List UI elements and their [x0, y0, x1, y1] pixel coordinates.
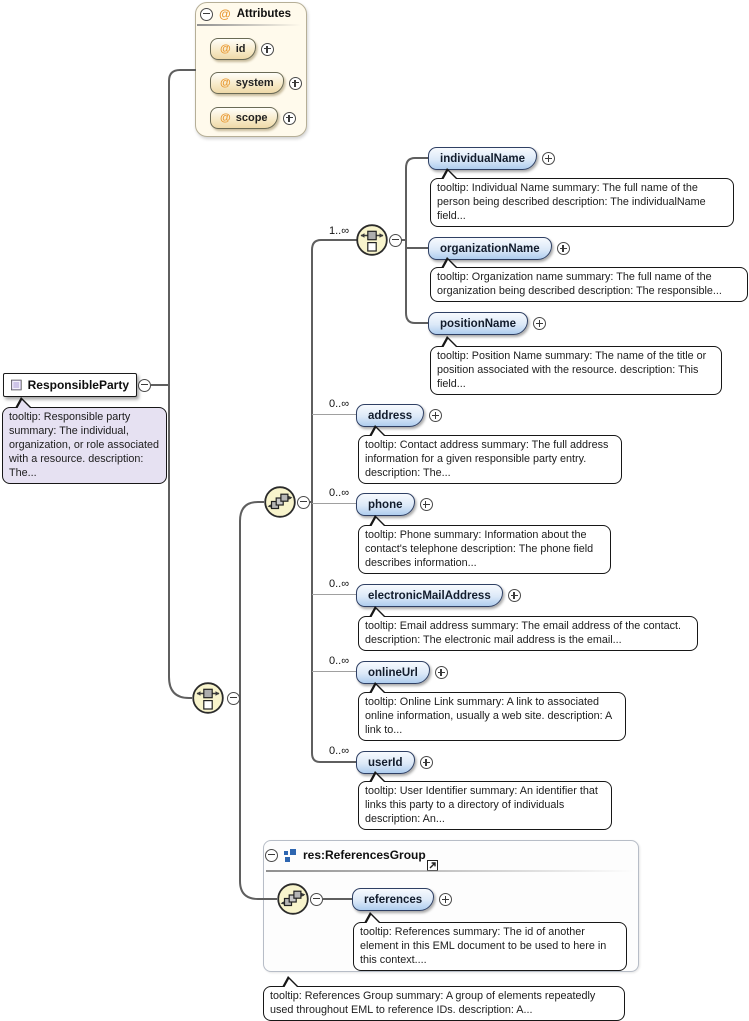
attributes-title: Attributes	[236, 8, 292, 20]
element-individualname	[428, 147, 555, 170]
element-pill[interactable]: phone	[356, 493, 415, 516]
attributes-header	[200, 7, 291, 21]
occurs-label: 0..∞	[329, 398, 350, 410]
expand-icon[interactable]	[542, 152, 555, 165]
expand-icon[interactable]	[533, 317, 546, 330]
header-divider	[266, 870, 634, 872]
attribute-pill[interactable]	[210, 38, 256, 60]
collapse-icon[interactable]	[200, 8, 213, 21]
collapse-icon[interactable]	[389, 234, 402, 247]
element-userid	[356, 751, 433, 774]
element-electronicmailaddress	[356, 584, 521, 607]
expand-icon[interactable]	[557, 242, 570, 255]
tooltip-userid: tooltip: User Identifier summary: An identifier that links this party to a directory of individuals description: An...	[358, 781, 612, 830]
attribute-id	[210, 38, 274, 60]
expand-icon[interactable]	[435, 666, 448, 679]
collapse-icon[interactable]	[297, 496, 310, 509]
element-pill[interactable]: electronicMailAddress	[356, 584, 503, 607]
expand-icon[interactable]	[508, 589, 521, 602]
tooltip-individualname: tooltip: Individual Name summary: The full name of the person being described description: The individualName field...	[430, 178, 734, 227]
tooltip-onlineurl: tooltip: Online Link summary: A link to associated online information, usually a web site. description: A link to...	[358, 692, 626, 741]
element-type-icon	[11, 378, 22, 392]
references-group-title: res:ReferencesGroup	[303, 848, 426, 862]
attribute-name: id	[235, 43, 246, 55]
expand-icon[interactable]	[283, 112, 296, 125]
expand-icon[interactable]	[420, 498, 433, 511]
attribute-pill[interactable]	[210, 72, 284, 94]
expand-icon[interactable]	[429, 409, 442, 422]
tooltip-electronicmailaddress: tooltip: Email address summary: The email address of the contact. description: The electronic mail address is the email...	[358, 616, 698, 651]
sequence-compositor-icon	[264, 486, 296, 518]
tooltip-tail	[17, 400, 31, 409]
tooltip-references-group: tooltip: References Group summary: A group of elements repeatedly used throughout EML to reference IDs. description: A...	[263, 986, 625, 1021]
collapse-icon[interactable]	[310, 893, 323, 906]
element-pill[interactable]: positionName	[428, 312, 528, 335]
element-phone	[356, 493, 433, 516]
element-references	[352, 888, 452, 911]
tooltip-responsibleparty: tooltip: Responsible party summary: The individual, organization, or role associated with a resource. description: The...	[2, 407, 167, 484]
expand-icon[interactable]	[420, 756, 433, 769]
collapse-icon[interactable]	[227, 692, 240, 705]
tooltip-references: tooltip: References summary: The id of another element in this EML document to be used to here in this context....	[353, 922, 627, 971]
occurs-label: 0..∞	[329, 487, 350, 499]
attribute-at-icon: @	[219, 7, 231, 21]
attribute-pill[interactable]	[210, 107, 278, 129]
sequence-compositor-icon	[277, 883, 309, 915]
element-pill[interactable]: address	[356, 404, 424, 427]
attribute-scope	[210, 107, 296, 129]
choice-compositor-icon	[356, 224, 388, 256]
choice-compositor-icon	[192, 682, 224, 714]
header-divider	[197, 24, 301, 26]
occurs-label: 0..∞	[329, 578, 350, 590]
element-pill[interactable]: onlineUrl	[356, 661, 430, 684]
element-pill[interactable]: organizationName	[428, 237, 552, 260]
element-pill[interactable]: userId	[356, 751, 415, 774]
references-group-header	[265, 848, 426, 862]
attribute-name: system	[235, 77, 274, 89]
element-pill[interactable]: individualName	[428, 147, 537, 170]
root-element-name: ResponsibleParty	[27, 378, 129, 392]
tooltip-phone: tooltip: Phone summary: Information about the contact's telephone description: The phone field describes information...	[358, 525, 611, 574]
element-pill[interactable]: references	[352, 888, 434, 911]
element-onlineurl	[356, 661, 448, 684]
tooltip-positionname: tooltip: Position Name summary: The name of the title or position associated with the resource. description: This field...	[430, 346, 722, 395]
attribute-system	[210, 72, 302, 94]
root-element-responsibleparty[interactable]	[3, 373, 137, 397]
expand-icon[interactable]	[261, 43, 274, 56]
attribute-at-icon: @	[220, 77, 231, 89]
occurs-label: 0..∞	[329, 655, 350, 667]
attribute-at-icon: @	[220, 43, 231, 55]
element-positionname	[428, 312, 546, 335]
expand-icon[interactable]	[289, 77, 302, 90]
tooltip-address: tooltip: Contact address summary: The full address information for a given responsible party entry. description: The...	[358, 435, 622, 484]
attribute-at-icon: @	[220, 112, 231, 124]
occurs-label: 0..∞	[329, 745, 350, 757]
collapse-icon[interactable]	[138, 379, 151, 392]
expand-icon[interactable]	[439, 893, 452, 906]
attribute-name: scope	[235, 112, 268, 124]
collapse-icon[interactable]	[265, 849, 278, 862]
element-address	[356, 404, 442, 427]
tooltip-organizationname: tooltip: Organization name summary: The full name of the organization being described description: The responsible...	[430, 267, 748, 302]
occurs-label: 1..∞	[329, 225, 350, 237]
group-icon	[284, 849, 297, 862]
